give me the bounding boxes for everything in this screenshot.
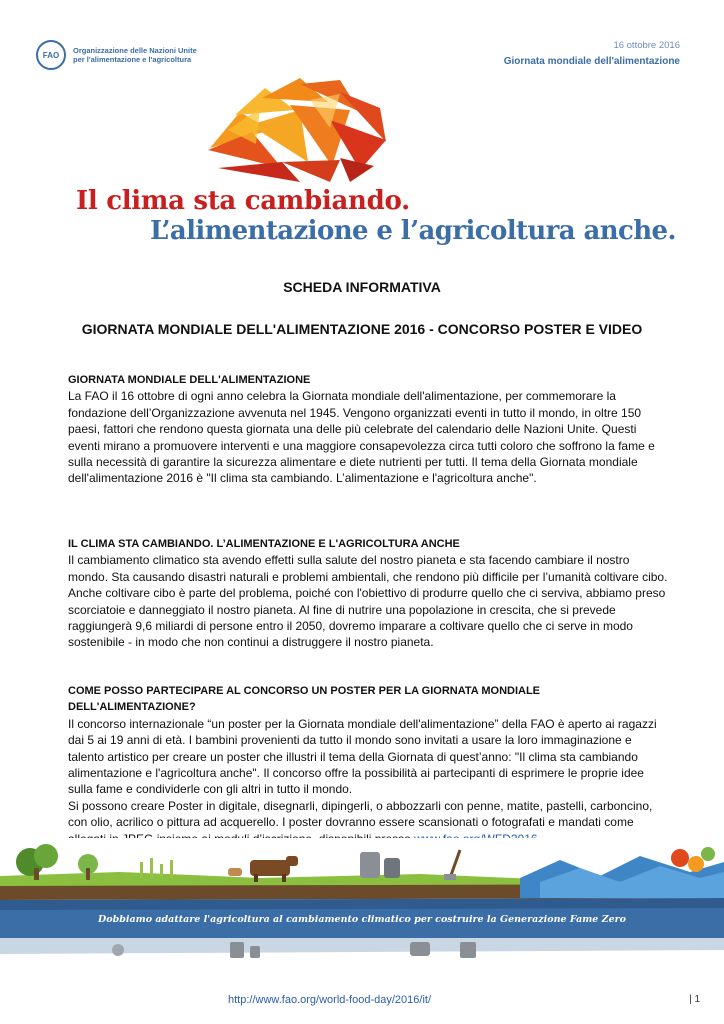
document-title: GIORNATA MONDIALE DELL'ALIMENTAZIONE 2016 - CONCORSO POSTER E VIDEO <box>81 321 643 337</box>
fao-org-line1: Organizzazione delle Nazioni Unite <box>73 46 197 55</box>
document-kind: SCHEDA INFORMATIVA <box>283 279 441 295</box>
fao-org-name <box>73 46 197 64</box>
section-body-2-text: Si possono creare Poster in digitale, disegnarli, dipingerli, o abbozzarli con penne, matite, pastelli, carboncino, con olio, acrilico o pittura ad acquerello. I poster dovranno essere scansionati o fotografati e mandati come <box>68 798 653 830</box>
fao-logo <box>36 40 197 70</box>
section-heading: GIORNATA MONDIALE DELL'ALIMENTAZIONE <box>68 374 311 386</box>
fao-emblem-icon: FAO <box>36 40 66 70</box>
landscape-banner-illustration <box>0 838 724 988</box>
footer-link[interactable]: http://www.fao.org/world-food-day/2016/it/ <box>228 994 431 1006</box>
event-date: 16 ottobre 2016 <box>613 40 680 51</box>
fao-org-line2: per l'alimentazione e l'agricoltura <box>73 55 192 64</box>
slogan-line-2: L’alimentazione e l’agricoltura anche. <box>150 216 676 246</box>
slogan-line-1: Il clima sta cambiando. <box>76 186 410 216</box>
section-body: Il cambiamento climatico sta avendo effetti sulla salute del nostro pianeta e sta facendo cambiare il nostro mondo. Sta causando disastri naturali e problemi ambientali, che rendono più difficile per l’umanità coltivare cibo. Anche coltivare cibo è parte del problema, poiché con l'obiettivo di produrre quello che ci serviva, abbiamo preso scorciatoie e danneggiato il nostro pianeta. Al fine di nutrire una popolazione in crescita, che si prevede raggiungerà 9,6 miliardi di persone entro il 2050, dovremo imparare a coltivare quello che ci serve in modo sostenibile - in modo che non continui a distruggere il nostro pianeta. <box>68 553 668 650</box>
event-name: Giornata mondiale dell'alimentazione <box>503 56 680 67</box>
section-heading: COME POSSO PARTECIPARE AL CONCORSO UN POSTER PER LA GIORNATA MONDIALE DELL'ALIMENTAZIONE? <box>68 685 541 714</box>
banner-tagline: Dobbiamo adattare l'agricoltura al cambiamento climatico per costruire la Generazione Fame Zero <box>98 914 626 925</box>
section-world-food-day <box>68 372 668 487</box>
section-heading: IL CLIMA STA CAMBIANDO. L’ALIMENTAZIONE E L'AGRICOLTURA ANCHE <box>68 538 460 550</box>
section-body: La FAO il 16 ottobre di ogni anno celebra la Giornata mondiale dell'alimentazione, per commemorare la fondazione dell’Organizzazione avvenuta nel 1945. Vengono organizzati eventi in tutto il mondo, in oltre 150 paesi, fattori che rendono questa giornata una delle più celebrate del calendario delle Nazioni Unite. Questi eventi mirano a promuovere interventi e una maggiore consapevolezza circa tutti coloro che soffrono la fame e sulla necessità di garantire la sicurezza alimentare e diete nutrienti per tutti. Il tema della Giornata mondiale dell'alimentazione 2016 è "Il clima sta cambiando. L’alimentazione e l'agricoltura anche". <box>68 389 655 486</box>
cloud-tree-illustration <box>190 70 410 185</box>
section-how-to-participate <box>68 683 668 847</box>
section-body: Il concorso internazionale “un poster per la Giornata mondiale dell'alimentazione” della FAO è aperto ai ragazzi dai 5 ai 19 anni di età. I bambini provenienti da tutto il mondo sono invitati a usare la loro immaginazione e talento artistico per creare un poster che illustri il tema della Giornata di quest’anno: "Il clima sta cambiando alimentazione e l'agricoltura anche". Il concorso offre la possibilità ai partecipanti di esprimere le proprie idee sulla fame e condividerle con gli altri in tutto il mondo. <box>68 716 657 797</box>
section-climate-change <box>68 536 668 651</box>
page-number: | 1 <box>689 994 700 1005</box>
